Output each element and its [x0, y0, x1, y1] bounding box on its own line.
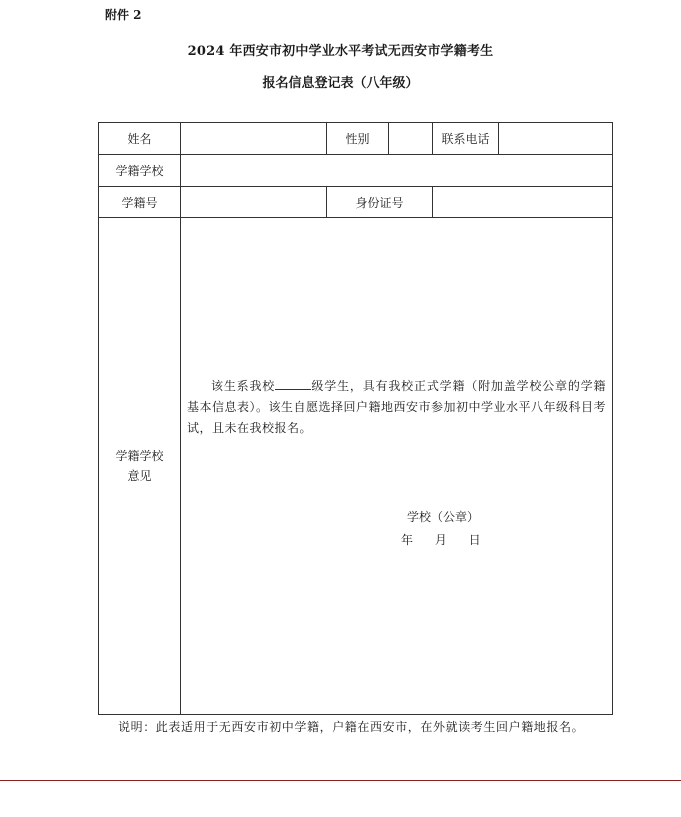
opinion-text-part1: 该生系我校 [211, 379, 276, 393]
id-number-field[interactable] [433, 187, 613, 218]
table-row [99, 123, 613, 155]
school-seal-label: 学校（公章） [407, 510, 480, 524]
date-line: 年 月 日 [401, 533, 481, 547]
table-row [99, 155, 613, 187]
form-subtitle: 报名信息登记表（八年级） [262, 76, 419, 91]
gender-field[interactable] [389, 123, 433, 155]
phone-field[interactable] [499, 123, 613, 155]
opinion-label [99, 218, 181, 715]
opinion-text-part2: 级学生，具有我校正式学籍（附加盖学校公章的学籍基本信息表）。该生自愿选择回户籍地西安市参加初中学业水平八年级科目考试，且未在我校报名。 [187, 379, 607, 435]
opinion-label-line2: 意见 [127, 469, 152, 483]
form-title: 2024 年西安市初中学业水平考试无西安市学籍考生 [187, 44, 494, 59]
table-row [99, 218, 613, 715]
student-no-field[interactable] [181, 187, 327, 218]
school-label: 学籍学校 [99, 155, 181, 187]
opinion-statement [187, 376, 606, 439]
school-field[interactable] [181, 155, 613, 187]
bottom-divider [0, 780, 681, 781]
student-no-label: 学籍号 [99, 187, 181, 218]
grade-blank[interactable] [275, 377, 311, 390]
name-label: 姓名 [99, 123, 181, 155]
name-field[interactable] [181, 123, 327, 155]
gender-label: 性别 [327, 123, 389, 155]
id-number-label: 身份证号 [327, 187, 433, 218]
opinion-cell [181, 218, 613, 715]
opinion-label-line1: 学籍学校 [115, 449, 164, 463]
footnote: 说明：此表适用于无西安市初中学籍，户籍在西安市，在外就读考生回户籍地报名。 [118, 720, 585, 734]
attachment-label: 附件 2 [105, 8, 142, 22]
registration-table [98, 122, 613, 715]
phone-label: 联系电话 [433, 123, 499, 155]
table-row [99, 187, 613, 218]
